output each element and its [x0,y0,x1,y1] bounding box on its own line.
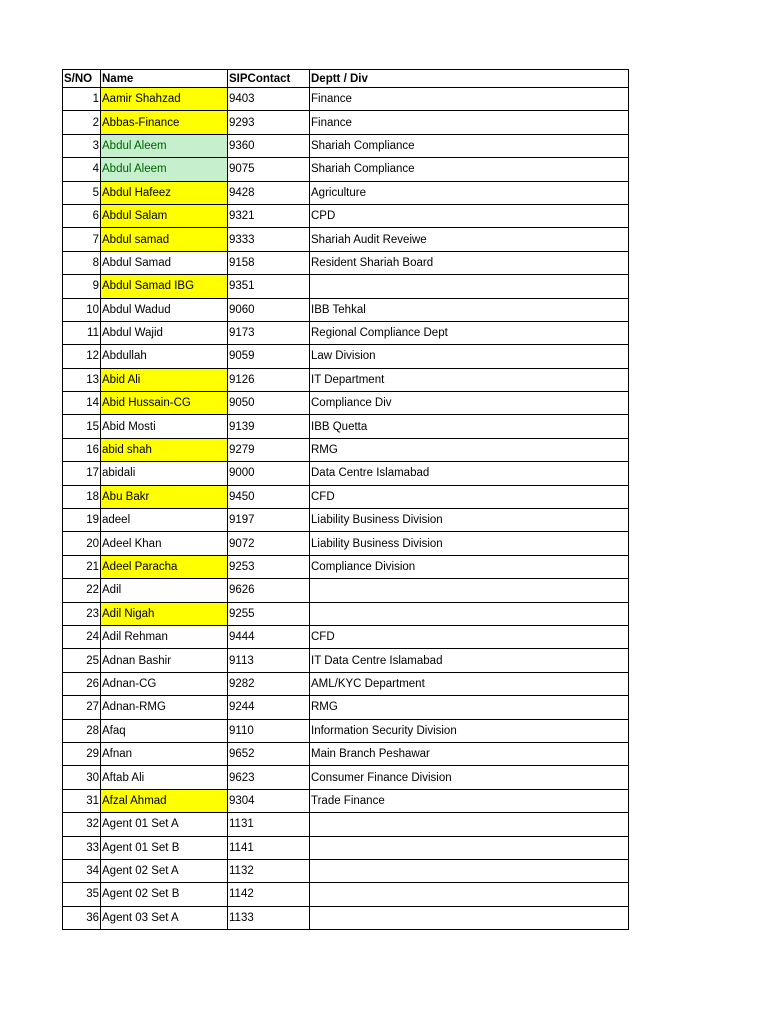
cell-dept[interactable]: Compliance Division [310,555,629,578]
cell-sno[interactable]: 11 [63,321,101,344]
cell-dept[interactable]: Compliance Div [310,392,629,415]
table-row [63,298,629,321]
table-row [63,509,629,532]
cell-name[interactable]: Abdul Wadud [101,298,228,321]
cell-sno[interactable]: 20 [63,532,101,555]
cell-sipcontact[interactable]: 9293 [228,111,310,134]
cell-sipcontact[interactable]: 9253 [228,555,310,578]
cell-dept[interactable]: IBB Tehkal [310,298,629,321]
cell-sipcontact[interactable]: 1141 [228,836,310,859]
cell-name[interactable]: Adnan-CG [101,672,228,695]
table-row [63,181,629,204]
cell-sno[interactable]: 14 [63,392,101,415]
cell-sipcontact[interactable]: 9428 [228,181,310,204]
table-row [63,672,629,695]
cell-sno[interactable]: 19 [63,509,101,532]
table-row [63,742,629,765]
cell-sno[interactable]: 30 [63,766,101,789]
cell-dept[interactable]: CFD [310,625,629,648]
cell-sipcontact[interactable]: 9626 [228,579,310,602]
cell-name[interactable]: Afzal Ahmad [101,789,228,812]
cell-sipcontact[interactable]: 9060 [228,298,310,321]
table-row [63,625,629,648]
cell-sipcontact[interactable]: 9403 [228,88,310,111]
cell-name[interactable]: Abdul samad [101,228,228,251]
table-row [63,532,629,555]
cell-sno[interactable]: 4 [63,158,101,181]
cell-sno[interactable]: 24 [63,625,101,648]
cell-sipcontact[interactable]: 9255 [228,602,310,625]
cell-dept[interactable]: IBB Quetta [310,415,629,438]
cell-name[interactable]: Abdul Hafeez [101,181,228,204]
table-row [63,251,629,274]
cell-dept[interactable]: Liability Business Division [310,509,629,532]
table-row [63,649,629,672]
cell-dept[interactable]: Shariah Compliance [310,158,629,181]
cell-sipcontact[interactable]: 9321 [228,204,310,227]
cell-name[interactable]: Adeel Khan [101,532,228,555]
cell-sno[interactable]: 16 [63,438,101,461]
cell-sipcontact[interactable]: 1133 [228,906,310,929]
cell-sno[interactable]: 18 [63,485,101,508]
table-row [63,789,629,812]
cell-dept[interactable] [310,813,629,836]
cell-sipcontact[interactable]: 1142 [228,883,310,906]
cell-dept[interactable]: Finance [310,88,629,111]
table-row [63,438,629,461]
cell-sno[interactable]: 36 [63,906,101,929]
cell-sno[interactable]: 33 [63,836,101,859]
header-sno: S/NO [63,70,101,88]
cell-dept[interactable]: Liability Business Division [310,532,629,555]
cell-dept[interactable]: Main Branch Peshawar [310,742,629,765]
cell-dept[interactable]: Information Security Division [310,719,629,742]
cell-dept[interactable] [310,906,629,929]
cell-sno[interactable]: 7 [63,228,101,251]
table-row [63,275,629,298]
cell-sno[interactable]: 5 [63,181,101,204]
cell-dept[interactable] [310,275,629,298]
cell-sno[interactable]: 26 [63,672,101,695]
table-row [63,485,629,508]
cell-sno[interactable]: 31 [63,789,101,812]
cell-name[interactable]: Aftab Ali [101,766,228,789]
cell-dept[interactable] [310,579,629,602]
cell-sno[interactable]: 28 [63,719,101,742]
table-row [63,368,629,391]
table-row [63,579,629,602]
cell-name[interactable]: Abdul Samad [101,251,228,274]
cell-name[interactable]: Abdul Samad IBG [101,275,228,298]
header-row [63,70,629,88]
cell-name[interactable]: Abu Bakr [101,485,228,508]
cell-dept[interactable]: Regional Compliance Dept [310,321,629,344]
cell-sno[interactable]: 9 [63,275,101,298]
cell-sipcontact[interactable]: 9113 [228,649,310,672]
cell-sno[interactable]: 23 [63,602,101,625]
cell-sno[interactable]: 13 [63,368,101,391]
cell-sipcontact[interactable]: 9000 [228,462,310,485]
cell-name[interactable]: Adil Rehman [101,625,228,648]
cell-dept[interactable]: AML/KYC Department [310,672,629,695]
cell-sno[interactable]: 15 [63,415,101,438]
cell-sno[interactable]: 1 [63,88,101,111]
cell-sipcontact[interactable]: 9279 [228,438,310,461]
table-row [63,602,629,625]
cell-sno[interactable]: 32 [63,813,101,836]
cell-sipcontact[interactable]: 9304 [228,789,310,812]
table-row [63,719,629,742]
cell-sno[interactable]: 10 [63,298,101,321]
cell-dept[interactable]: IT Department [310,368,629,391]
cell-name[interactable]: Abdul Wajid [101,321,228,344]
cell-name[interactable]: Afaq [101,719,228,742]
cell-name[interactable]: abidali [101,462,228,485]
cell-dept[interactable]: Data Centre Islamabad [310,462,629,485]
cell-sipcontact[interactable]: 9126 [228,368,310,391]
cell-sno[interactable]: 2 [63,111,101,134]
cell-dept[interactable]: Resident Shariah Board [310,251,629,274]
cell-sipcontact[interactable]: 9333 [228,228,310,251]
cell-dept[interactable] [310,883,629,906]
cell-sno[interactable]: 3 [63,134,101,157]
table-row [63,766,629,789]
cell-dept[interactable]: Finance [310,111,629,134]
cell-sno[interactable]: 27 [63,696,101,719]
table-row [63,228,629,251]
cell-dept[interactable]: IT Data Centre Islamabad [310,649,629,672]
cell-sipcontact[interactable]: 9450 [228,485,310,508]
cell-name[interactable]: Abid Mosti [101,415,228,438]
cell-sipcontact[interactable]: 9244 [228,696,310,719]
cell-name[interactable]: Agent 01 Set B [101,836,228,859]
cell-sipcontact[interactable]: 9059 [228,345,310,368]
table-row [63,813,629,836]
cell-dept[interactable]: Law Division [310,345,629,368]
header-name: Name [101,70,228,88]
table-row [63,158,629,181]
table-row [63,415,629,438]
table-row [63,134,629,157]
cell-name[interactable]: Aamir Shahzad [101,88,228,111]
table-row [63,321,629,344]
cell-dept[interactable]: Shariah Compliance [310,134,629,157]
table-row [63,906,629,929]
cell-sipcontact[interactable]: 1131 [228,813,310,836]
header-dept: Deptt / Div [310,70,629,88]
cell-sipcontact[interactable]: 9158 [228,251,310,274]
table-row [63,836,629,859]
cell-sipcontact[interactable]: 9139 [228,415,310,438]
cell-sno[interactable]: 8 [63,251,101,274]
cell-dept[interactable]: Agriculture [310,181,629,204]
table-row [63,696,629,719]
table-row [63,204,629,227]
cell-sipcontact[interactable]: 9110 [228,719,310,742]
cell-name[interactable]: Abdul Salam [101,204,228,227]
cell-sno[interactable]: 35 [63,883,101,906]
cell-name[interactable]: Abid Hussain-CG [101,392,228,415]
cell-name[interactable]: Abdul Aleem [101,158,228,181]
table-row [63,462,629,485]
cell-name[interactable]: Abdul Aleem [101,134,228,157]
cell-sipcontact[interactable]: 9173 [228,321,310,344]
cell-dept[interactable] [310,859,629,882]
cell-sno[interactable]: 25 [63,649,101,672]
cell-name[interactable]: Adnan Bashir [101,649,228,672]
cell-dept[interactable]: RMG [310,438,629,461]
table-row [63,392,629,415]
cell-sno[interactable]: 21 [63,555,101,578]
cell-sno[interactable]: 29 [63,742,101,765]
cell-sno[interactable]: 34 [63,859,101,882]
cell-sipcontact[interactable]: 9072 [228,532,310,555]
cell-sipcontact[interactable]: 9075 [228,158,310,181]
table-row [63,859,629,882]
table-row [63,883,629,906]
cell-name[interactable]: adeel [101,509,228,532]
cell-name[interactable]: Adeel Paracha [101,555,228,578]
header-sipcontact: SIPContact [228,70,310,88]
table-row [63,111,629,134]
contact-table [62,69,629,930]
cell-dept[interactable]: Consumer Finance Division [310,766,629,789]
cell-dept[interactable]: RMG [310,696,629,719]
table-row [63,555,629,578]
cell-sipcontact[interactable]: 9444 [228,625,310,648]
cell-name[interactable]: Adil [101,579,228,602]
cell-dept[interactable]: Trade Finance [310,789,629,812]
cell-sipcontact[interactable]: 9623 [228,766,310,789]
cell-name[interactable]: Agent 03 Set A [101,906,228,929]
cell-dept[interactable] [310,836,629,859]
cell-sipcontact[interactable]: 9351 [228,275,310,298]
cell-name[interactable]: Abbas-Finance [101,111,228,134]
cell-name[interactable]: Agent 02 Set A [101,859,228,882]
table-row [63,345,629,368]
contact-sheet [62,69,629,930]
cell-dept[interactable]: Shariah Audit Reveiwe [310,228,629,251]
cell-name[interactable]: Abid Ali [101,368,228,391]
cell-sno[interactable]: 6 [63,204,101,227]
cell-name[interactable]: Adnan-RMG [101,696,228,719]
cell-dept[interactable]: CPD [310,204,629,227]
table-row [63,88,629,111]
cell-sipcontact[interactable]: 1132 [228,859,310,882]
cell-name[interactable]: abid shah [101,438,228,461]
cell-name[interactable]: Adil Nigah [101,602,228,625]
cell-sno[interactable]: 17 [63,462,101,485]
cell-name[interactable]: Abdullah [101,345,228,368]
cell-dept[interactable] [310,602,629,625]
cell-name[interactable]: Agent 01 Set A [101,813,228,836]
cell-sipcontact[interactable]: 9652 [228,742,310,765]
cell-sipcontact[interactable]: 9197 [228,509,310,532]
cell-sipcontact[interactable]: 9282 [228,672,310,695]
cell-sipcontact[interactable]: 9360 [228,134,310,157]
cell-sipcontact[interactable]: 9050 [228,392,310,415]
cell-name[interactable]: Afnan [101,742,228,765]
cell-name[interactable]: Agent 02 Set B [101,883,228,906]
cell-sno[interactable]: 12 [63,345,101,368]
cell-sno[interactable]: 22 [63,579,101,602]
cell-dept[interactable]: CFD [310,485,629,508]
